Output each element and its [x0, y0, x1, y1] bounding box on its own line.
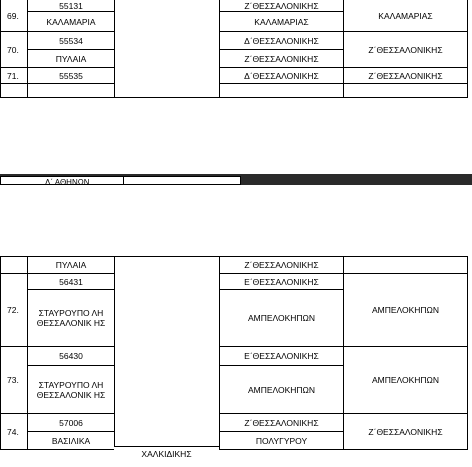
table-row	[1, 84, 468, 98]
postal-code-cell: 55131	[28, 0, 115, 12]
court-cell: Ζ΄ΘΕΣΣΑΛΟΝΙΚΗΣ	[220, 257, 344, 274]
row-number: 74.	[1, 414, 28, 450]
court-cell: Δ΄ΘΕΣΣΑΛΟΝΙΚΗΣ	[220, 32, 344, 50]
row-number: 70.	[1, 32, 28, 68]
table-row	[1, 347, 468, 366]
area-cell: ΒΑΣΙΛΙΚΑ	[28, 432, 115, 450]
bar-cell	[123, 176, 241, 185]
courts-table-bottom	[0, 256, 468, 450]
district-cell: Ζ΄ΘΕΣΣΑΛΟΝΙΚΗΣ	[344, 68, 468, 84]
area-cell: ΠΥΛΑΙΑ	[28, 50, 115, 68]
court-cell: Ζ΄ΘΕΣΣΑΛΟΝΙΚΗΣ	[220, 0, 344, 12]
table-row	[1, 257, 468, 274]
court-cell: Δ΄ΘΕΣΣΑΛΟΝΙΚΗΣ	[220, 68, 344, 84]
table-row	[1, 0, 468, 12]
row-number: 71.	[1, 68, 28, 84]
table-row	[1, 274, 468, 290]
table-row	[1, 414, 468, 432]
district-cell: ΚΑΛΑΜΑΡΙΑΣ	[344, 0, 468, 32]
court-cell: Ε΄ΘΕΣΣΑΛΟΝΙΚΗΣ	[220, 274, 344, 290]
page-break-bar	[0, 174, 472, 185]
area-cell: ΣΤΑΥΡΟΥΠΟ ΛΗ ΘΕΣΣΑΛΟΝΙΚ ΗΣ	[28, 290, 115, 347]
district-cell: ΑΜΠΕΛΟΚΗΠΩΝ	[344, 274, 468, 347]
court-cell: Ζ΄ΘΕΣΣΑΛΟΝΙΚΗΣ	[220, 50, 344, 68]
row-number: 69.	[1, 0, 28, 32]
postal-code-cell: 56431	[28, 274, 115, 290]
area-cell: ΠΥΛΑΙΑ	[28, 257, 115, 274]
courts-table-top	[0, 0, 468, 98]
blank-cell	[28, 84, 115, 98]
prefecture-cell	[115, 0, 220, 98]
blank-cell	[344, 84, 468, 98]
row-number: 73.	[1, 347, 28, 414]
bar-label: Δ΄ ΑΘΗΝΩΝ	[45, 178, 90, 185]
area-cell: ΣΤΑΥΡΟΥΠΟ ΛΗ ΘΕΣΣΑΛΟΝΙΚ ΗΣ	[28, 366, 115, 414]
court-cell: Ε΄ΘΕΣΣΑΛΟΝΙΚΗΣ	[220, 347, 344, 366]
row-number	[1, 257, 28, 274]
district-cell: ΑΜΠΕΛΟΚΗΠΩΝ	[344, 347, 468, 414]
district-cell	[344, 257, 468, 274]
prefecture-label: ΧΑΛΚΙΔΙΚΗΣ	[114, 446, 219, 461]
district-cell: Ζ΄ΘΕΣΣΑΛΟΝΙΚΗΣ	[344, 414, 468, 450]
table-row	[1, 68, 468, 84]
court-cell: ΚΑΛΑΜΑΡΙΑΣ	[220, 12, 344, 32]
bar-cell	[0, 176, 124, 185]
blank-cell	[1, 84, 28, 98]
area-cell: ΚΑΛΑΜΑΡΙΑ	[28, 12, 115, 32]
court-cell: ΑΜΠΕΛΟΚΗΠΩΝ	[220, 290, 344, 347]
postal-code-cell: 55535	[28, 68, 115, 84]
court-cell: ΠΟΛΥΓΥΡΟΥ	[220, 432, 344, 450]
court-cell: Ζ΄ΘΕΣΣΑΛΟΝΙΚΗΣ	[220, 414, 344, 432]
blank-cell	[220, 84, 344, 98]
postal-code-cell: 56430	[28, 347, 115, 366]
table-row	[1, 32, 468, 50]
prefecture-cell	[115, 257, 220, 450]
district-cell: Ζ΄ΘΕΣΣΑΛΟΝΙΚΗΣ	[344, 32, 468, 68]
court-cell: ΑΜΠΕΛΟΚΗΠΩΝ	[220, 366, 344, 414]
postal-code-cell: 57006	[28, 414, 115, 432]
row-number: 72.	[1, 274, 28, 347]
postal-code-cell: 55534	[28, 32, 115, 50]
